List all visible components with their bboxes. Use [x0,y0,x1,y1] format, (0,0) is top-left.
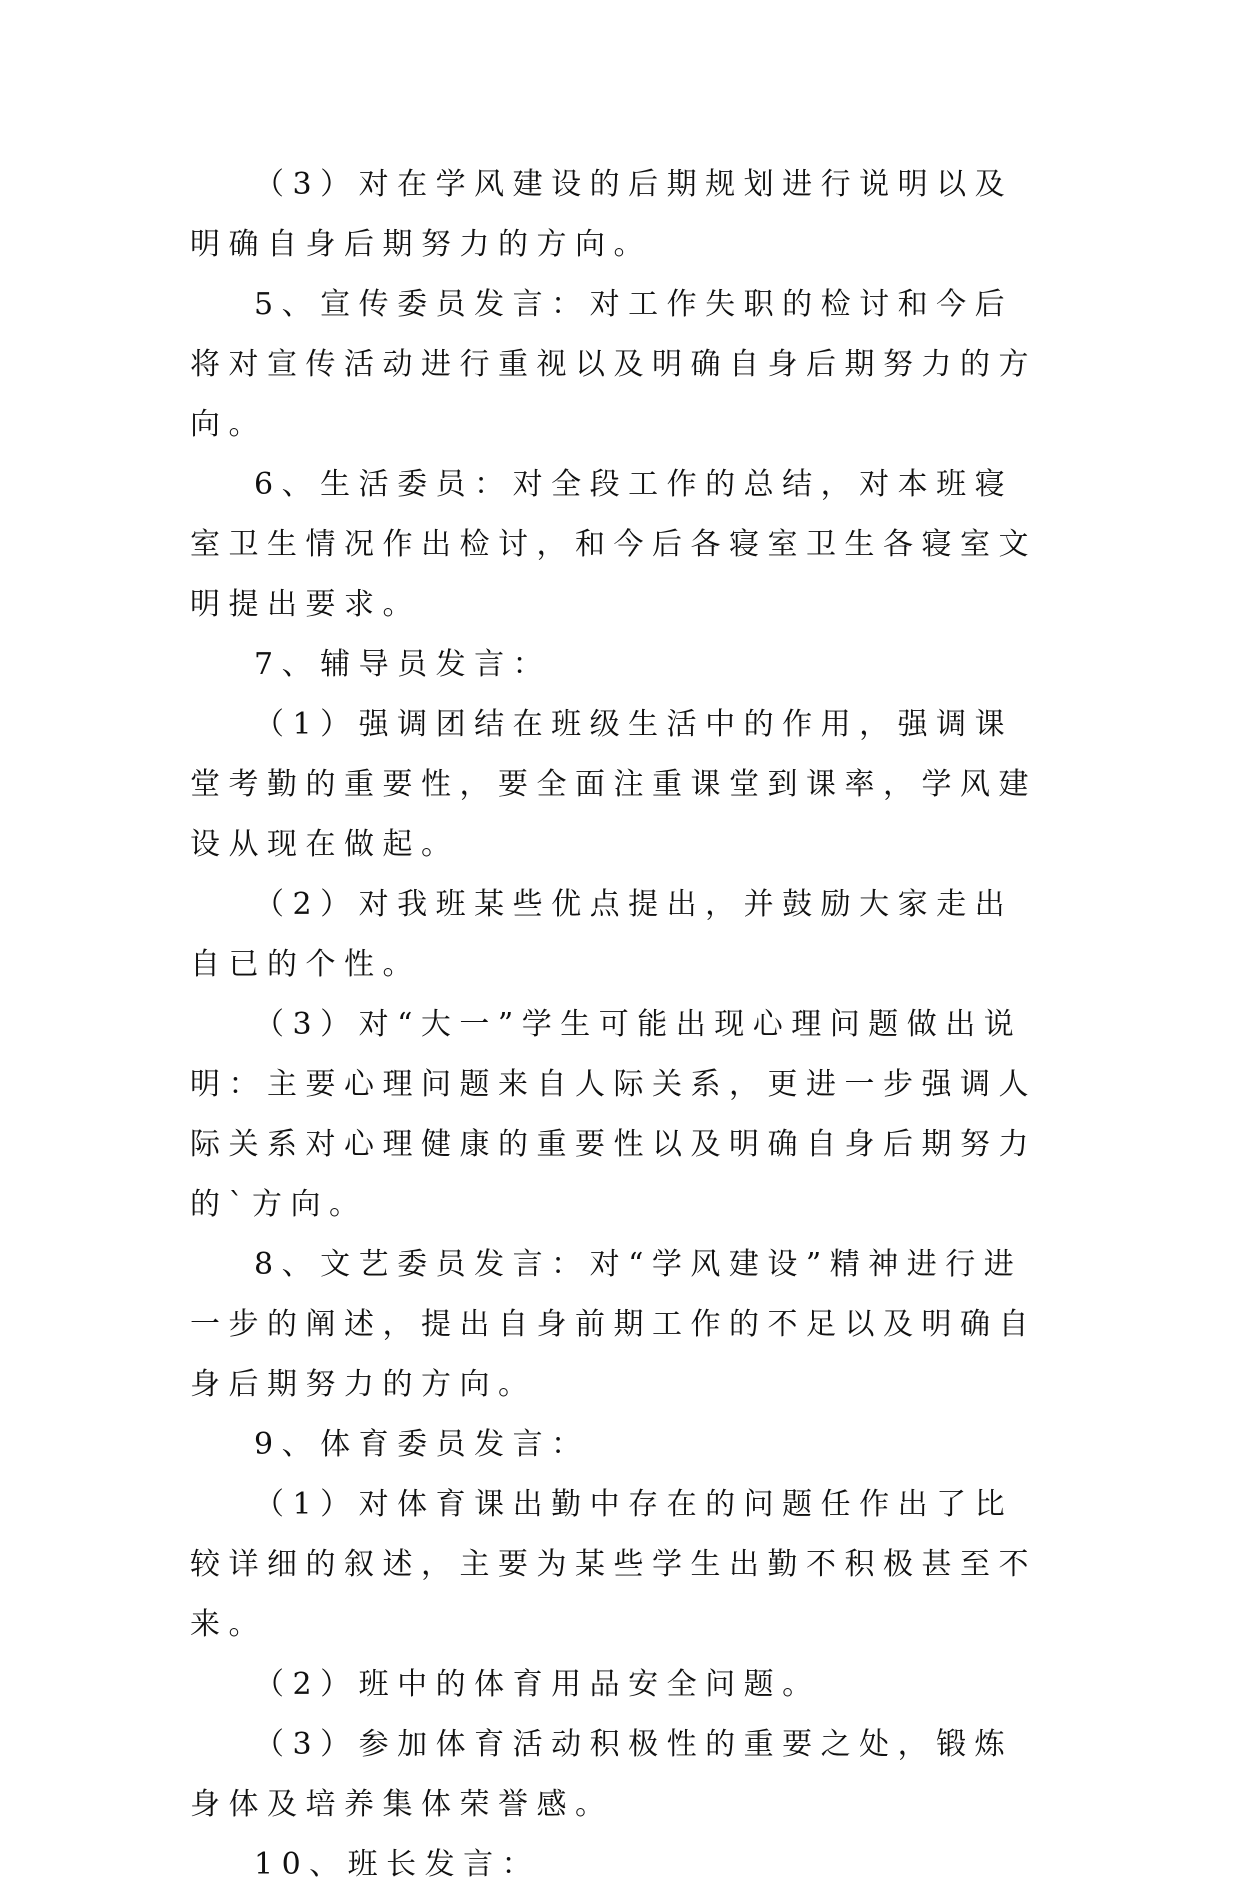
paragraph: （1）对体育课出勤中存在的问题任作出了比较详细的叙述，主要为某些学生出勤不积极甚至不来。 [190,1487,1037,1642]
paragraph: 5、宣传委员发言：对工作失职的检讨和今后将对宣传活动进行重视以及明确自身后期努力的方向。 [190,287,1037,442]
paragraph: （1）强调团结在班级生活中的作用，强调课堂考勤的重要性，要全面注重课堂到课率，学风建设从现在做起。 [190,707,1037,862]
document-page [190,155,1050,1895]
paragraph: 10、班长发言： [254,1847,541,1882]
paragraph: （3）对“大一”学生可能出现心理问题做出说明：主要心理问题来自人际关系，更进一步强调人际关系对心理健康的重要性以及明确自身后期努力的`方向。 [190,1007,1037,1222]
paragraph: 9、体育委员发言： [254,1427,590,1462]
paragraph: （2）对我班某些优点提出，并鼓励大家走出自已的个性。 [190,887,1014,982]
paragraph: （3）参加体育活动积极性的重要之处，锻炼身体及培养集体荣誉感。 [190,1727,1014,1822]
paragraph: 8、文艺委员发言：对“学风建设”精神进行进一步的阐述，提出自身前期工作的不足以及明确自身后期努力的方向。 [190,1247,1037,1402]
paragraph: 6、生活委员：对全段工作的总结，对本班寝室卫生情况作出检讨，和今后各寝室卫生各寝室文明提出要求。 [190,467,1037,622]
paragraph: 7、辅导员发言： [254,647,552,682]
paragraph: （3）对在学风建设的后期规划进行说明以及明确自身后期努力的方向。 [190,167,1014,262]
paragraph: （2）班中的体育用品安全问题。 [254,1667,821,1702]
